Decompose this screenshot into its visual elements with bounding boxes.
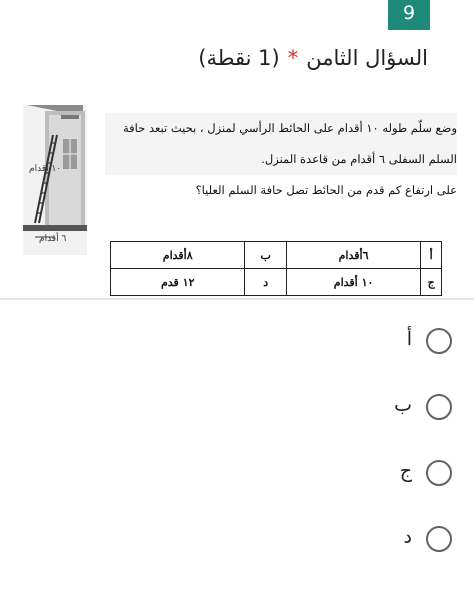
answer-option-c[interactable] (0, 454, 474, 494)
answer-option-b[interactable] (0, 388, 474, 428)
question-text (105, 113, 457, 206)
question-number-badge: 9 (388, 0, 430, 30)
required-asterisk: * (287, 46, 299, 70)
house-ladder-illustration (23, 105, 87, 255)
table-cell: ج (421, 269, 442, 296)
answer-option-a[interactable] (0, 322, 474, 362)
answer-option-d[interactable] (0, 520, 474, 560)
answer-option-label: أ (406, 328, 412, 350)
answer-option-label: د (403, 526, 412, 548)
question-text-line-2: على ارتفاع كم قدم من الحائط تصل حافة السلم العليا؟ (195, 183, 457, 197)
table-row (111, 269, 442, 296)
table-cell: ٨أقدام (111, 242, 245, 269)
table-cell: د (245, 269, 286, 296)
table-row (111, 242, 442, 269)
radio-button[interactable] (426, 526, 452, 552)
table-cell: ب (245, 242, 286, 269)
question-image (19, 101, 459, 299)
table-cell: ١٢ قدم (111, 269, 245, 296)
base-distance-label: ٦ أقدام (39, 234, 67, 244)
question-title-row (198, 41, 428, 75)
answer-option-label: ج (399, 460, 412, 482)
radio-button[interactable] (426, 460, 452, 486)
radio-button[interactable] (426, 394, 452, 420)
question-points: (1 نقطة) (198, 46, 280, 70)
card-divider (0, 298, 474, 300)
table-cell: أ (421, 242, 442, 269)
answer-option-label: ب (394, 394, 412, 416)
table-cell: ٦أقدام (286, 242, 420, 269)
question-text-line-1: وضع سلّم طوله ١٠ أقدام على الحائط الرأسي لمنزل ، بحيث تبعد حافة السلم السفلى ٦ أقدام من قاعدة المنزل. (105, 113, 457, 175)
ladder-length-label: ١٠ أقدام (29, 164, 62, 174)
radio-button[interactable] (426, 328, 452, 354)
choices-table (110, 241, 442, 296)
question-title: السؤال الثامن (306, 46, 428, 70)
table-cell: ١٠ أقدام (286, 269, 420, 296)
